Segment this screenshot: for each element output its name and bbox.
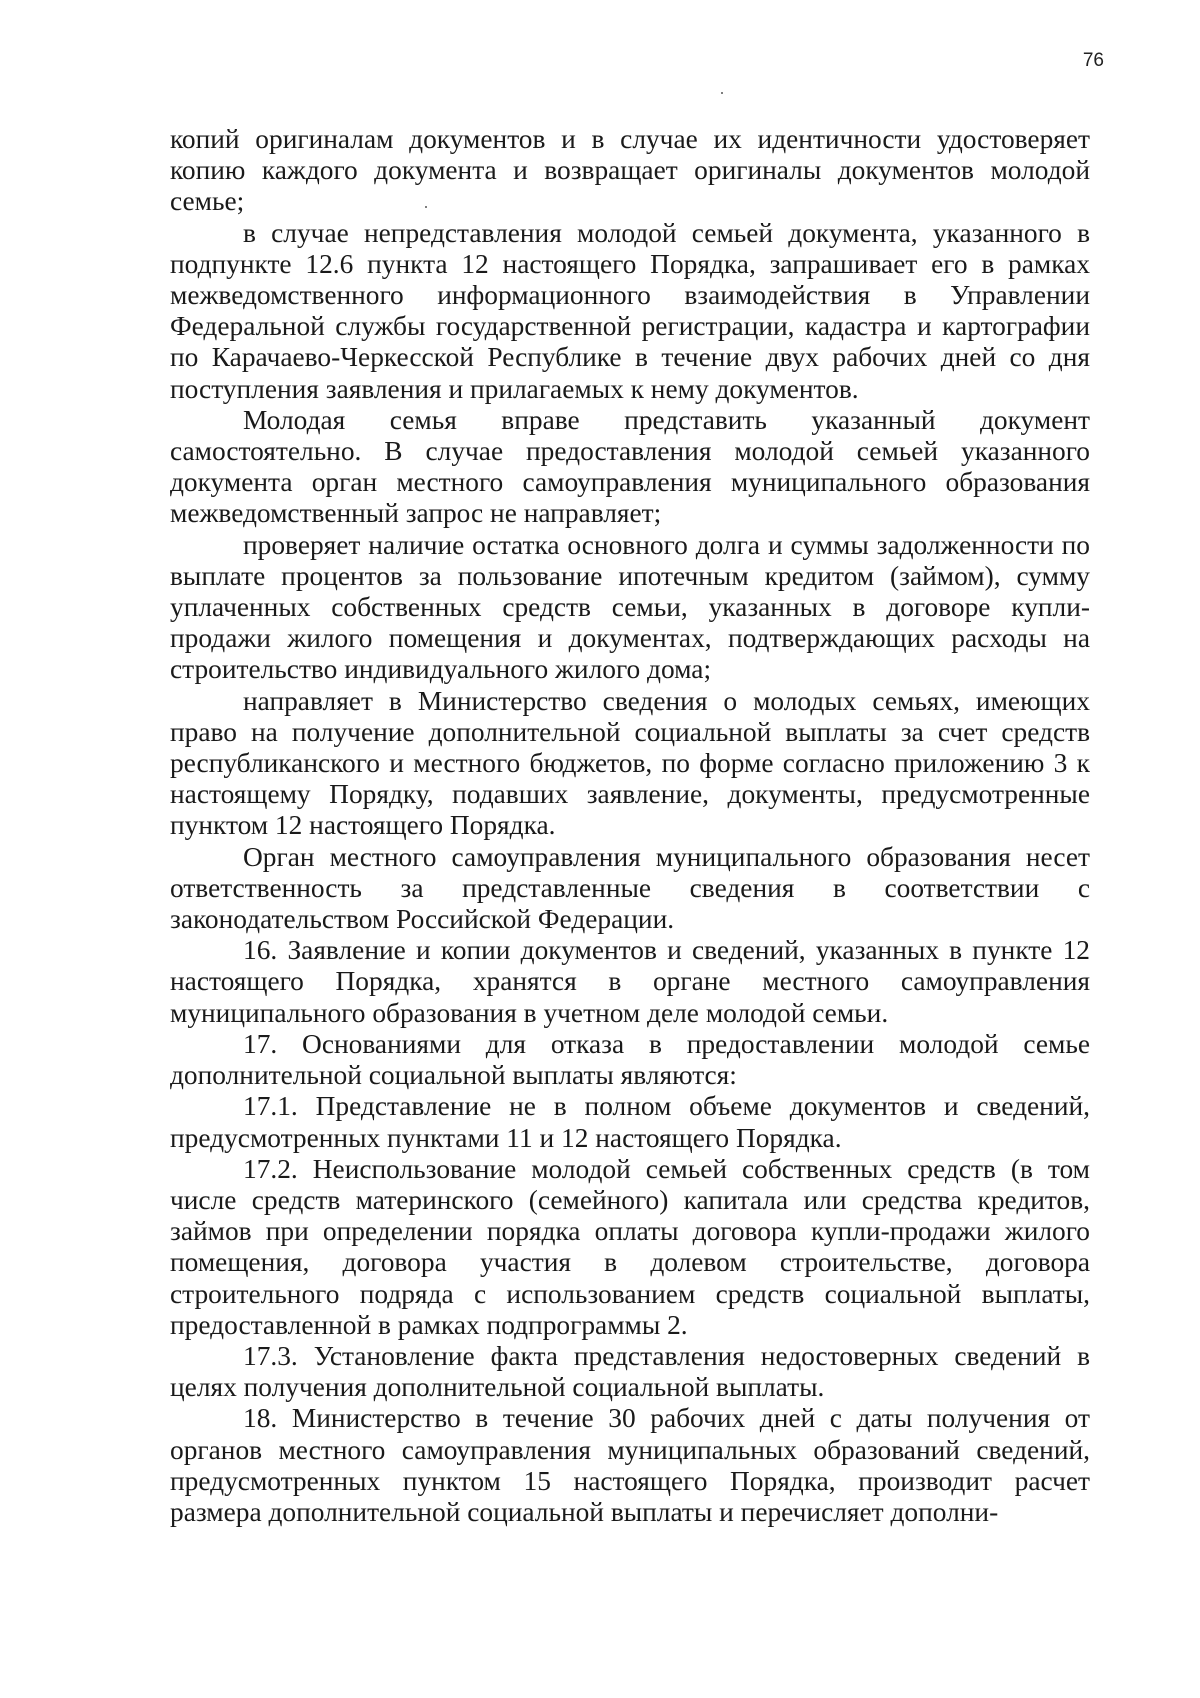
paragraph: 17. Основаниями для отказа в предоставлении молодой семье дополнительной социальной выплаты являются: [170, 1028, 1090, 1091]
paragraph: копий оригиналам документов и в случае их идентичности удостоверяет копию каждого документа и возвращает оригиналы документов молодой семье; [170, 124, 1090, 217]
paragraph: направляет в Министерство сведения о молодых семьях, имеющих право на получение дополнительной социальной выплаты за счет средств республиканского и местного бюджетов, по форме согласно приложению 3 к настоящему Порядку, подавших заявление, документы, предусмотренные пунктом 12 настоящего Порядка. [170, 685, 1090, 841]
paragraph: 16. Заявление и копии документов и сведений, указанных в пункте 12 настоящего Порядка, хранятся в органе местного самоуправления муниципального образования в учетном деле молодой семьи. [170, 935, 1090, 1028]
paragraph: 17.3. Установление факта представления недостоверных сведений в целях получения дополнительной социальной выплаты. [170, 1340, 1090, 1403]
paragraph: 17.2. Неиспользование молодой семьей собственных средств (в том числе средств материнского (семейного) капитала или средства кредитов, займов при определении порядка оплаты договора купли-продажи жилого помещения, договора участия в долевом строительстве, договора строительного подряда с использованием средств социальной выплаты, предоставленной в рамках подпрограммы 2. [170, 1153, 1090, 1340]
paragraph: в случае непредставления молодой семьей документа, указанного в подпункте 12.6 пункта 12 настоящего Порядка, запрашивает его в рамках межведомственного информационного взаимодействия в Управлении Федеральной службы государственной регистрации, кадастра и картографии по Карачаево-Черкесской Республике в течение двух рабочих дней со дня поступления заявления и прилагаемых к нему документов. [170, 217, 1090, 404]
paragraph: Молодая семья вправе представить указанный документ самостоятельно. В случае предоставления молодой семьей указанного документа орган местного самоуправления муниципального образования межведомственный запрос не направляет; [170, 404, 1090, 529]
page-number: 76 [1082, 50, 1104, 71]
document-body [170, 124, 1090, 1528]
paragraph: 18. Министерство в течение 30 рабочих дней с даты получения от органов местного самоуправления муниципальных образований сведений, предусмотренных пунктом 15 настоящего Порядка, производит расчет размера дополнительной социальной выплаты и перечисляет дополни- [170, 1403, 1090, 1527]
paragraph: проверяет наличие остатка основного долга и суммы задолженности по выплате процентов за пользование ипотечным кредитом (займом), сумму уплаченных собственных средств семьи, указанных в договоре купли-продажи жилого помещения и документах, подтверждающих расходы на строительство индивидуального жилого дома; [170, 529, 1090, 685]
paragraph: 17.1. Представление не в полном объеме документов и сведений, предусмотренных пунктами 11 и 12 настоящего Порядка. [170, 1091, 1090, 1153]
paragraph: Орган местного самоуправления муниципального образования несет ответственность за представленные сведения в соответствии с законодательством Российской Федерации. [170, 841, 1090, 935]
scan-speck [721, 92, 723, 94]
